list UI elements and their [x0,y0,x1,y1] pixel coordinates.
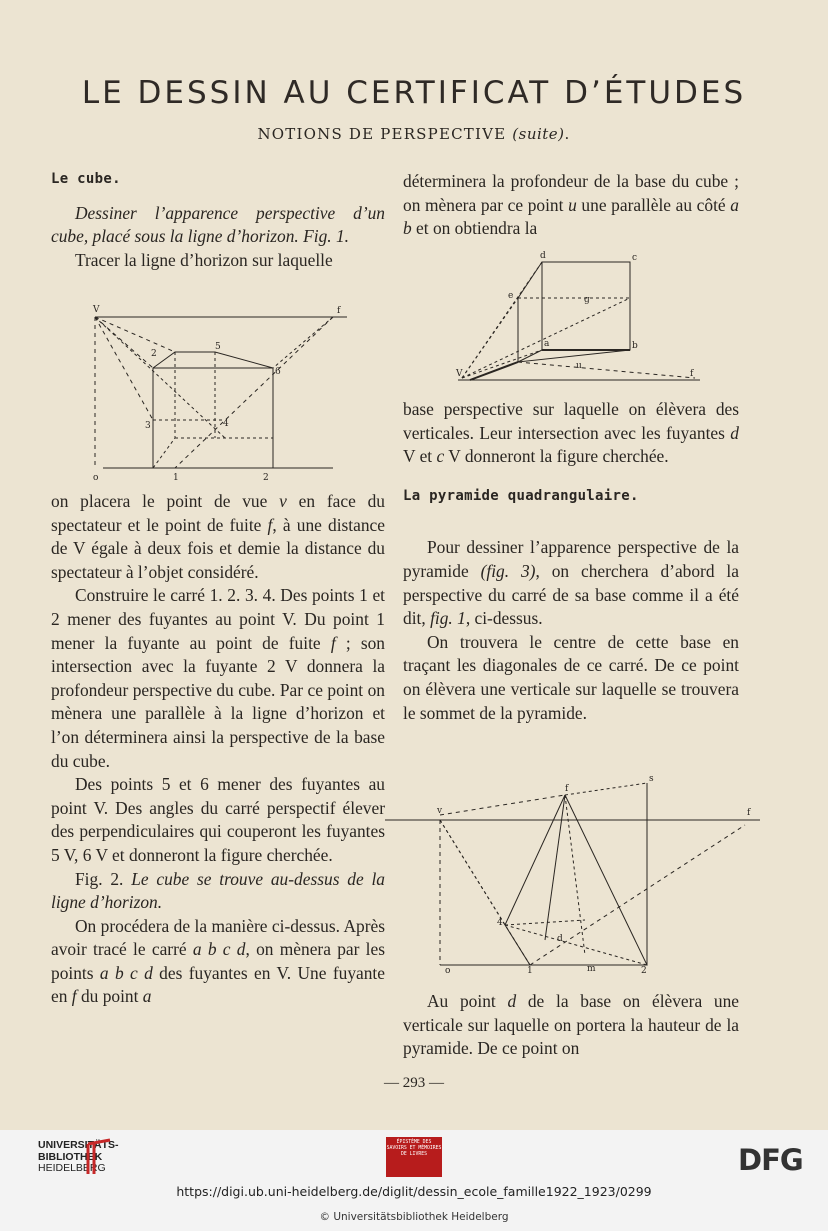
fig3-label: d [557,934,563,944]
fig2-label: a [544,339,550,349]
fig3-label: m [587,964,596,974]
fig1-label: o [93,473,99,483]
dfg-logo: DFG [738,1143,803,1177]
paragraph-centre: On trouvera le centre de cette base en traçant les diagonales de ce carré. De ce point on élèvera une verticale sur laquelle se trouvera le sommet de la pyramide. [403,631,739,723]
paragraph-profondeur: déterminera la profondeur de la base du cube ; on mènera par ce point u une parallèle au côté a b et on obtiendra la [403,171,739,239]
left-column-bottom [51,490,385,1009]
section-heading-pyramide: La pyramide quadrangulaire. [403,487,639,504]
fig2-label: u [576,361,582,371]
figure-1-cube-below-horizon [85,300,367,485]
figure-2-cube-above-horizon [450,250,710,385]
page-title: LE DESSIN AU CERTIFICAT D’ÉTUDES [81,75,747,111]
fig3-label: v [437,806,443,816]
fig3-label: f [565,784,569,794]
fig2-label: c [632,253,638,263]
paragraph-points-5-6: Des points 5 et 6 mener des fuyantes au point V. Des angles du carré perspectif élever des perpendiculaires qui couperont les fuyantes 5 V, 6 V et donneront la figure cherchée. [51,774,385,865]
page-subtitle: NOTIONS DE PERSPECTIVE (suite). [257,125,571,143]
paragraph-fig2: Fig. 2. Le cube se trouve au-dessus de la ligne d’horizon. [51,868,385,913]
front-square [153,368,273,468]
paragraph-intro: Dessiner l’apparence perspective d’un cube, placé sous la ligne d’horizon. Fig. 1. [51,202,385,247]
figure-3-pyramid [385,775,765,975]
fig2-label: d [540,251,546,261]
left-column-top [51,168,385,272]
library-logo-icon [84,1136,114,1176]
right-column-bottom [403,990,739,1061]
source-url-link[interactable]: https://digi.ub.uni-heidelberg.de/diglit/dessin_ecole_famille1922_1923/0299 [176,1184,652,1199]
page-number: — 293 — [384,1075,444,1091]
fig1-label: 2 [151,349,157,359]
right-column-middle [403,398,739,725]
library-logo-text: UNIVERSITÄTS- BIBLIOTHEK HEIDELBERG [38,1139,119,1174]
fig1-label: f [337,306,341,316]
fig3-label: f [747,808,751,818]
section-heading-cube: Le cube. [51,171,121,187]
fig3-label: o [445,966,451,975]
paragraph-proceder: On procédera de la manière ci-dessus. Après avoir tracé le carré a b c d, on mènera par les points a b c d des fuyantes en V. Une fuyante en f du point a [51,915,385,1007]
fig3-label: 2 [641,966,647,975]
paragraph-point-de-vue: on placera le point de vue v en face du spectateur et le point de fuite f, à une distance de V égale à deux fois et demie la distance du spectateur à l’objet considéré. [51,491,385,582]
episteme-badge: ÉPISTÈME DES SAVOIRS ET MÉMOIRES DE LIVRES [386,1137,442,1177]
fig3-label: 1 [527,966,533,975]
paragraph-base-perspective: base perspective sur laquelle on élèvera des verticales. Leur intersection avec les fuyantes d V et c V donneront la figure cherchée. [403,399,739,467]
fig2-label: b [632,341,638,351]
paragraph-construire: Construire le carré 1. 2. 3. 4. Des points 1 et 2 mener des fuyantes au point V. Du point 1 mener la fuyante au point de fuite f ; son intersection avec la fuyante 2 V donnera la profondeur perspective du cube. Par ce point on mènera une parallèle à la ligne d’horizon et l’on déterminera ainsi la perspective de la base du cube. [51,585,385,771]
paragraph-pyramide: Pour dessiner l’apparence perspective de la pyramide (fig. 3), on cherchera d’abord la perspective du carré de sa base comme il a été dit, fig. 1, ci-dessus. [403,537,739,629]
paragraph-au-point-d: Au point d de la base on élèvera une verticale sur laquelle on portera la hauteur de la pyramide. De ce point on [403,991,739,1059]
copyright: © Universitätsbibliothek Heidelberg [319,1211,509,1223]
fig1-label: 6 [275,367,281,377]
fig1-label: 2 [263,473,269,483]
fig1-label: 4 [223,419,229,429]
fig2-label: e [508,291,514,301]
paragraph-horizon: Tracer la ligne d’horizon sur laquelle [75,249,333,270]
right-column-top [403,170,739,241]
fig3-label: 4 [497,918,503,928]
fig3-label: s [649,775,654,784]
fig2-label: f [690,369,694,379]
fig2-label: V [456,369,463,379]
fig1-label: V [93,305,100,315]
fig1-label: 3 [145,421,151,431]
fig1-label: 1 [173,473,179,483]
fig1-label: 5 [215,342,221,352]
fig2-label: g [584,295,590,305]
